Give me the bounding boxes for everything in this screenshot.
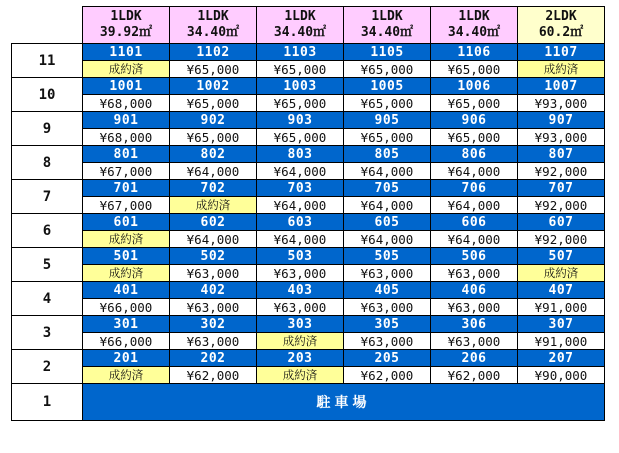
rent-price-cell: ¥65,000 <box>344 129 431 146</box>
rent-row <box>12 265 605 282</box>
room-number-cell[interactable]: 603 <box>257 214 344 231</box>
rent-price-cell: ¥63,000 <box>170 265 257 282</box>
room-number-cell[interactable]: 606 <box>431 214 518 231</box>
room-number-cell[interactable]: 1103 <box>257 44 344 61</box>
unit-area-label: 34.40㎡ <box>186 25 240 40</box>
room-number-row <box>12 78 605 95</box>
floor-label: 8 <box>12 146 83 180</box>
floor-label: 9 <box>12 112 83 146</box>
corner-cell <box>12 7 83 44</box>
room-number-cell[interactable]: 803 <box>257 146 344 163</box>
rent-price-cell: ¥63,000 <box>257 265 344 282</box>
rent-price-cell: ¥92,000 <box>518 163 605 180</box>
unit-type-label: 2LDK <box>545 9 577 24</box>
room-number-cell[interactable]: 505 <box>344 248 431 265</box>
room-number-cell[interactable]: 503 <box>257 248 344 265</box>
rent-row <box>12 129 605 146</box>
rent-row <box>12 231 605 248</box>
rent-price-cell: ¥63,000 <box>170 333 257 350</box>
rent-price-cell: ¥68,000 <box>83 129 170 146</box>
rent-price-cell: ¥63,000 <box>344 333 431 350</box>
room-number-cell[interactable]: 206 <box>431 350 518 367</box>
unit-type-label: 1LDK <box>371 9 403 24</box>
rent-row <box>12 367 605 384</box>
room-number-cell[interactable]: 301 <box>83 316 170 333</box>
room-number-cell[interactable]: 403 <box>257 282 344 299</box>
vacancy-table <box>11 6 605 421</box>
room-number-cell[interactable]: 203 <box>257 350 344 367</box>
room-number-cell[interactable]: 905 <box>344 112 431 129</box>
room-number-cell[interactable]: 605 <box>344 214 431 231</box>
sold-status-cell: 成約済 <box>83 265 170 282</box>
rent-price-cell: ¥65,000 <box>431 129 518 146</box>
room-number-cell[interactable]: 903 <box>257 112 344 129</box>
room-number-cell[interactable]: 1003 <box>257 78 344 95</box>
floor-label: 11 <box>12 44 83 78</box>
floor-label: 7 <box>12 180 83 214</box>
room-number-cell[interactable]: 906 <box>431 112 518 129</box>
room-number-cell[interactable]: 901 <box>83 112 170 129</box>
rent-price-cell: ¥63,000 <box>344 299 431 316</box>
column-header <box>344 7 431 44</box>
floor-label: 10 <box>12 78 83 112</box>
room-number-cell[interactable]: 1105 <box>344 44 431 61</box>
room-number-cell[interactable]: 205 <box>344 350 431 367</box>
rent-price-cell: ¥65,000 <box>170 61 257 78</box>
rent-price-cell: ¥63,000 <box>257 299 344 316</box>
rent-row <box>12 61 605 78</box>
room-number-cell[interactable]: 601 <box>83 214 170 231</box>
rent-price-cell: ¥65,000 <box>344 61 431 78</box>
room-number-cell[interactable]: 1101 <box>83 44 170 61</box>
room-number-cell[interactable]: 307 <box>518 316 605 333</box>
room-number-cell[interactable]: 407 <box>518 282 605 299</box>
room-number-cell[interactable]: 1005 <box>344 78 431 95</box>
rent-price-cell: ¥63,000 <box>431 333 518 350</box>
sold-status-cell: 成約済 <box>83 61 170 78</box>
room-number-row <box>12 214 605 231</box>
room-number-cell[interactable]: 501 <box>83 248 170 265</box>
sold-status-cell: 成約済 <box>257 333 344 350</box>
room-number-cell[interactable]: 1107 <box>518 44 605 61</box>
room-number-row <box>12 316 605 333</box>
column-header <box>257 7 344 44</box>
unit-area-label: 60.2㎡ <box>538 25 584 40</box>
floor-label: 3 <box>12 316 83 350</box>
room-number-cell[interactable]: 706 <box>431 180 518 197</box>
rent-price-cell: ¥66,000 <box>83 333 170 350</box>
room-number-cell[interactable]: 806 <box>431 146 518 163</box>
rent-price-cell: ¥64,000 <box>344 197 431 214</box>
unit-area-label: 34.40㎡ <box>447 25 501 40</box>
room-number-cell[interactable]: 805 <box>344 146 431 163</box>
rent-price-cell: ¥65,000 <box>431 61 518 78</box>
rent-price-cell: ¥67,000 <box>83 197 170 214</box>
rent-price-cell: ¥64,000 <box>344 231 431 248</box>
rent-price-cell: ¥65,000 <box>344 95 431 112</box>
ground-floor-row <box>12 384 605 421</box>
unit-area-label: 34.40㎡ <box>360 25 414 40</box>
rent-price-cell: ¥62,000 <box>170 367 257 384</box>
rent-price-cell: ¥91,000 <box>518 299 605 316</box>
parking-cell: 駐車場 <box>83 384 605 421</box>
room-number-cell[interactable]: 703 <box>257 180 344 197</box>
room-number-row <box>12 248 605 265</box>
room-number-cell[interactable]: 303 <box>257 316 344 333</box>
rent-price-cell: ¥65,000 <box>170 95 257 112</box>
room-number-cell[interactable]: 1106 <box>431 44 518 61</box>
room-number-row <box>12 44 605 61</box>
rent-price-cell: ¥93,000 <box>518 95 605 112</box>
room-number-cell[interactable]: 402 <box>170 282 257 299</box>
rent-price-cell: ¥63,000 <box>344 265 431 282</box>
rent-price-cell: ¥65,000 <box>170 129 257 146</box>
rent-row <box>12 299 605 316</box>
room-number-cell[interactable]: 1007 <box>518 78 605 95</box>
room-number-cell[interactable]: 802 <box>170 146 257 163</box>
sold-status-cell: 成約済 <box>83 231 170 248</box>
floor-label: 4 <box>12 282 83 316</box>
room-number-cell[interactable]: 406 <box>431 282 518 299</box>
room-number-cell[interactable]: 302 <box>170 316 257 333</box>
rent-price-cell: ¥62,000 <box>344 367 431 384</box>
sold-status-cell: 成約済 <box>257 367 344 384</box>
rent-price-cell: ¥64,000 <box>431 231 518 248</box>
rent-price-cell: ¥62,000 <box>431 367 518 384</box>
unit-area-label: 39.92㎡ <box>99 25 153 40</box>
room-number-cell[interactable]: 1006 <box>431 78 518 95</box>
room-number-cell[interactable]: 401 <box>83 282 170 299</box>
sold-status-cell: 成約済 <box>518 265 605 282</box>
rent-price-cell: ¥92,000 <box>518 197 605 214</box>
room-number-cell[interactable]: 207 <box>518 350 605 367</box>
rent-row <box>12 333 605 350</box>
rent-price-cell: ¥67,000 <box>83 163 170 180</box>
rent-price-cell: ¥65,000 <box>257 61 344 78</box>
sold-status-cell: 成約済 <box>170 197 257 214</box>
room-number-cell[interactable]: 506 <box>431 248 518 265</box>
unit-type-label: 1LDK <box>458 9 490 24</box>
room-number-row <box>12 282 605 299</box>
room-number-cell[interactable]: 201 <box>83 350 170 367</box>
room-number-cell[interactable]: 502 <box>170 248 257 265</box>
room-number-cell[interactable]: 807 <box>518 146 605 163</box>
rent-price-cell: ¥64,000 <box>257 197 344 214</box>
room-number-cell[interactable]: 801 <box>83 146 170 163</box>
rent-price-cell: ¥64,000 <box>170 163 257 180</box>
rent-price-cell: ¥90,000 <box>518 367 605 384</box>
column-header <box>518 7 605 44</box>
rent-price-cell: ¥65,000 <box>257 95 344 112</box>
rent-row <box>12 95 605 112</box>
room-number-cell[interactable]: 306 <box>431 316 518 333</box>
room-number-cell[interactable]: 1102 <box>170 44 257 61</box>
vacancy-table-body <box>12 7 605 421</box>
room-number-cell[interactable]: 305 <box>344 316 431 333</box>
rent-price-cell: ¥91,000 <box>518 333 605 350</box>
room-number-cell[interactable]: 707 <box>518 180 605 197</box>
room-number-cell[interactable]: 607 <box>518 214 605 231</box>
room-number-row <box>12 112 605 129</box>
sold-status-cell: 成約済 <box>518 61 605 78</box>
rent-price-cell: ¥63,000 <box>431 265 518 282</box>
unit-area-label: 34.40㎡ <box>273 25 327 40</box>
room-number-cell[interactable]: 602 <box>170 214 257 231</box>
rent-price-cell: ¥64,000 <box>257 163 344 180</box>
rent-price-cell: ¥66,000 <box>83 299 170 316</box>
rent-price-cell: ¥64,000 <box>344 163 431 180</box>
room-number-cell[interactable]: 1002 <box>170 78 257 95</box>
rent-price-cell: ¥64,000 <box>431 163 518 180</box>
floor-label: 2 <box>12 350 83 384</box>
unit-type-label: 1LDK <box>110 9 142 24</box>
rent-price-cell: ¥64,000 <box>431 197 518 214</box>
column-header <box>431 7 518 44</box>
column-header <box>170 7 257 44</box>
rent-price-cell: ¥65,000 <box>257 129 344 146</box>
room-number-cell[interactable]: 405 <box>344 282 431 299</box>
room-number-cell[interactable]: 705 <box>344 180 431 197</box>
room-number-cell[interactable]: 202 <box>170 350 257 367</box>
header-row <box>12 7 605 44</box>
unit-type-label: 1LDK <box>284 9 316 24</box>
rent-row <box>12 163 605 180</box>
room-number-row <box>12 180 605 197</box>
floor-label: 5 <box>12 248 83 282</box>
rent-price-cell: ¥63,000 <box>170 299 257 316</box>
room-number-cell[interactable]: 1001 <box>83 78 170 95</box>
rent-price-cell: ¥92,000 <box>518 231 605 248</box>
rent-price-cell: ¥93,000 <box>518 129 605 146</box>
rent-price-cell: ¥68,000 <box>83 95 170 112</box>
rent-price-cell: ¥65,000 <box>431 95 518 112</box>
room-number-cell[interactable]: 907 <box>518 112 605 129</box>
floor-label: 1 <box>12 384 83 421</box>
rent-price-cell: ¥63,000 <box>431 299 518 316</box>
room-number-cell[interactable]: 507 <box>518 248 605 265</box>
floor-label: 6 <box>12 214 83 248</box>
room-number-cell[interactable]: 701 <box>83 180 170 197</box>
room-number-cell[interactable]: 902 <box>170 112 257 129</box>
column-header <box>83 7 170 44</box>
room-number-row <box>12 146 605 163</box>
room-number-cell[interactable]: 702 <box>170 180 257 197</box>
room-number-row <box>12 350 605 367</box>
unit-type-label: 1LDK <box>197 9 229 24</box>
rent-price-cell: ¥64,000 <box>170 231 257 248</box>
sold-status-cell: 成約済 <box>83 367 170 384</box>
rent-price-cell: ¥64,000 <box>257 231 344 248</box>
rent-row <box>12 197 605 214</box>
